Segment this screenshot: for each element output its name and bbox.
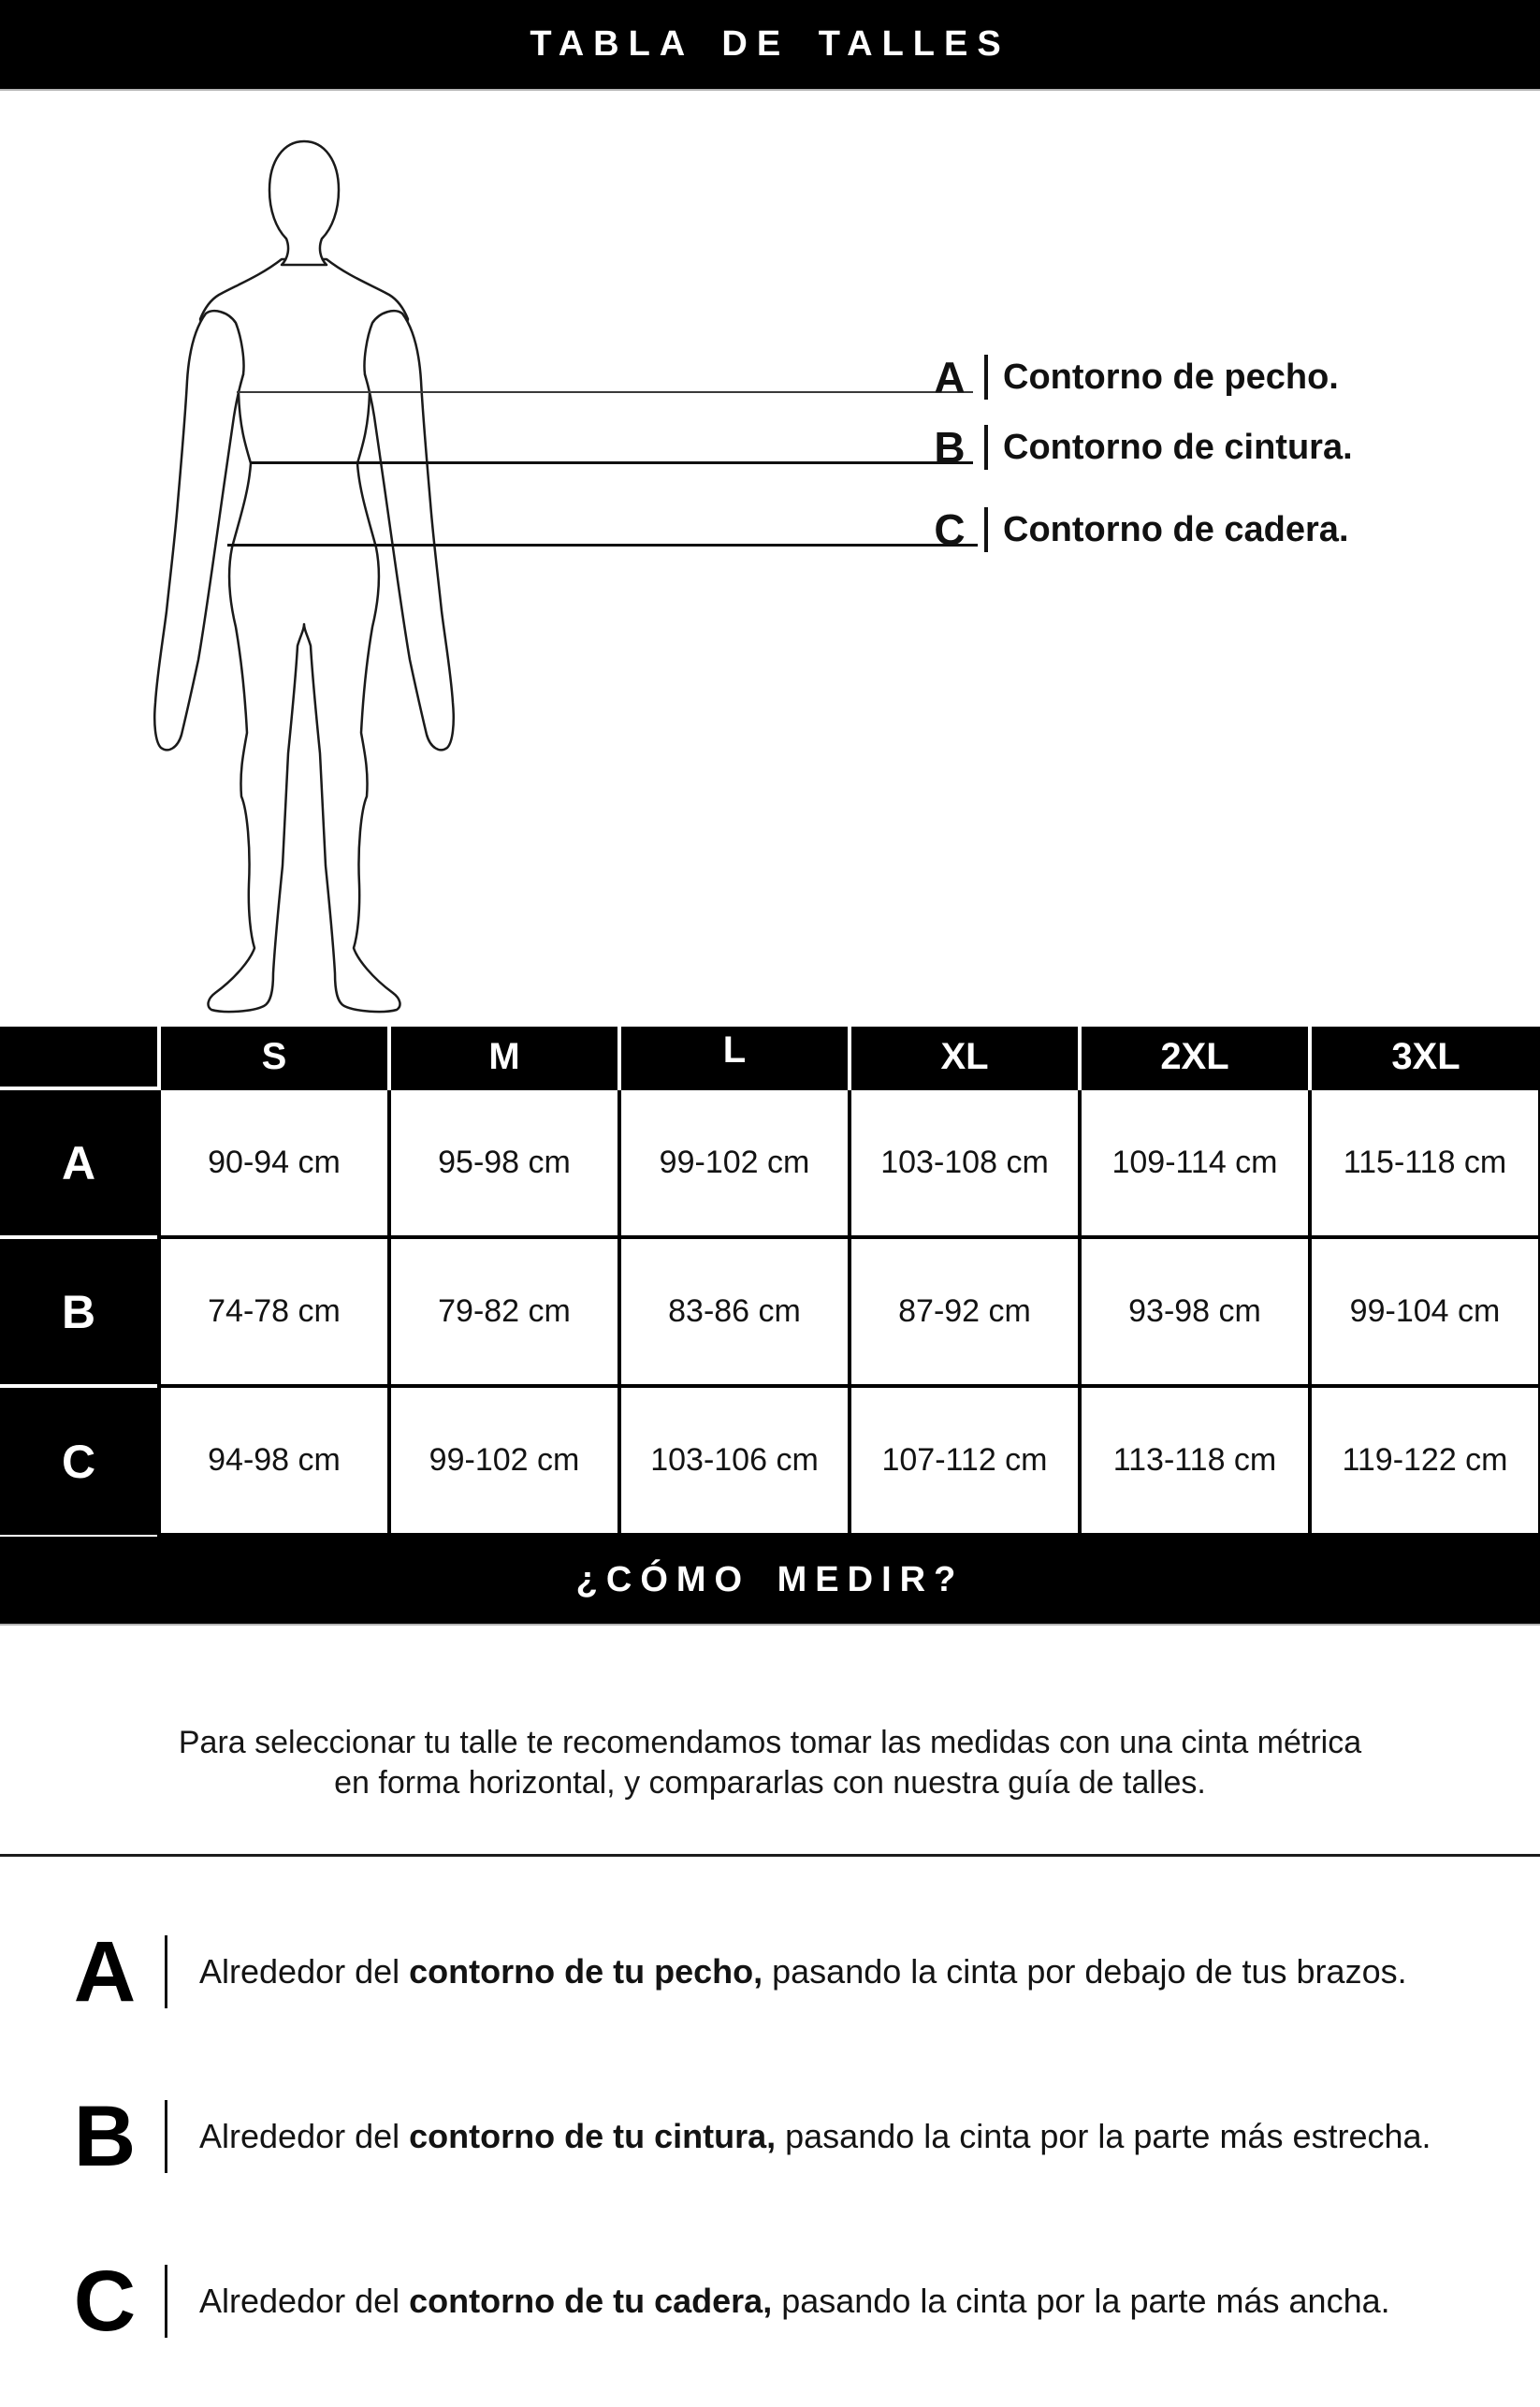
size-table [0, 1027, 1540, 1537]
size-header-label: L [722, 1028, 747, 1071]
step-text-hip [199, 2282, 1390, 2321]
waist-label-text: Contorno de cintura. [1003, 427, 1353, 467]
step-text-chest [199, 1952, 1407, 1991]
chest-label [928, 351, 1339, 403]
chest-measure-line [237, 391, 973, 393]
size-header-label: M [488, 1035, 520, 1077]
size-column-header-l [619, 1027, 850, 1088]
row-letter: C [0, 1386, 159, 1535]
size-cell: 107-112 cm [850, 1386, 1080, 1535]
size-cell: 109-114 cm [1080, 1088, 1310, 1237]
size-header-row [0, 1027, 1540, 1088]
step-text-waist [199, 2117, 1431, 2156]
section-divider-line [0, 1854, 1540, 1857]
size-cell: 74-78 cm [159, 1237, 389, 1386]
size-cell: 119-122 cm [1310, 1386, 1540, 1535]
size-cell: 99-102 cm [619, 1088, 850, 1237]
how-to-measure-bar [0, 1537, 1540, 1626]
size-cell: 94-98 cm [159, 1386, 389, 1535]
hip-label-letter: C [934, 505, 966, 554]
step-letter-b: B [73, 2089, 137, 2184]
chest-label-letter: A [934, 353, 966, 401]
table-row-waist [0, 1237, 1540, 1386]
step-text-suffix: pasando la cinta por debajo de tus brazos. [763, 1952, 1407, 1991]
size-cell: 87-92 cm [850, 1237, 1080, 1386]
hip-label-text: Contorno de cadera. [1003, 509, 1349, 549]
hip-label-separator [984, 507, 988, 552]
size-cell: 99-104 cm [1310, 1237, 1540, 1386]
step-divider-line [165, 2100, 167, 2173]
table-row-chest [0, 1088, 1540, 1237]
size-header-label: 3XL [1391, 1035, 1460, 1077]
measurement-steps [0, 1924, 1540, 2349]
size-cell: 99-102 cm [389, 1386, 619, 1535]
step-text-suffix: pasando la cinta por la parte más ancha. [772, 2282, 1390, 2320]
hip-label [928, 503, 1349, 556]
header-bar [0, 0, 1540, 91]
step-row-hip [0, 2254, 1540, 2349]
body-silhouette-illustration [150, 136, 458, 1020]
right-arm-outline [364, 311, 453, 750]
waist-label-letter: B [934, 423, 966, 472]
step-letter-c: C [73, 2254, 137, 2349]
size-column-header-m [389, 1027, 619, 1088]
size-cell: 103-108 cm [850, 1088, 1080, 1237]
step-text-prefix: Alrededor del [199, 1952, 410, 1991]
size-cell: 83-86 cm [619, 1237, 850, 1386]
size-cell: 79-82 cm [389, 1237, 619, 1386]
size-cell: 95-98 cm [389, 1088, 619, 1237]
waist-label [928, 421, 1353, 474]
intro-paragraph [59, 1723, 1481, 1803]
how-to-measure-title: ¿CÓMO MEDIR? [575, 1560, 965, 1599]
corner-cell [0, 1027, 159, 1088]
size-header-label: XL [940, 1035, 989, 1077]
figure-section [0, 91, 1540, 1027]
waist-label-separator [984, 425, 988, 470]
step-row-waist [0, 2089, 1540, 2184]
step-text-prefix: Alrededor del [199, 2117, 410, 2155]
step-row-chest [0, 1924, 1540, 2020]
size-column-header-3xl [1310, 1027, 1540, 1088]
step-divider-line [165, 2265, 167, 2338]
intro-line-1: Para seleccionar tu talle te recomendamos tomar las medidas con una cinta métrica [178, 1725, 1362, 1760]
row-letter: A [0, 1088, 159, 1237]
size-header-label: S [261, 1035, 287, 1077]
size-column-header-xl [850, 1027, 1080, 1088]
row-letter: B [0, 1237, 159, 1386]
chest-label-separator [984, 355, 988, 400]
intro-line-2: en forma horizontal, y compararlas con nuestra guía de talles. [334, 1765, 1206, 1801]
size-header-label: 2XL [1160, 1035, 1229, 1077]
page-title: TABLA DE TALLES [530, 24, 1010, 64]
waist-measure-line [250, 461, 973, 464]
step-divider-line [165, 1935, 167, 2008]
table-row-hip [0, 1386, 1540, 1535]
step-text-prefix: Alrededor del [199, 2282, 410, 2320]
size-cell: 93-98 cm [1080, 1237, 1310, 1386]
head-outline [269, 141, 339, 265]
size-column-header-s [159, 1027, 389, 1088]
size-cell: 115-118 cm [1310, 1088, 1540, 1237]
step-text-bold: contorno de tu pecho, [409, 1952, 763, 1991]
size-column-header-2xl [1080, 1027, 1310, 1088]
hip-measure-line [227, 544, 978, 547]
step-text-bold: contorno de tu cadera, [409, 2282, 773, 2320]
size-cell: 113-118 cm [1080, 1386, 1310, 1535]
step-letter-a: A [73, 1924, 137, 2020]
size-cell: 103-106 cm [619, 1386, 850, 1535]
step-text-bold: contorno de tu cintura, [409, 2117, 777, 2155]
left-arm-outline [154, 311, 243, 750]
step-text-suffix: pasando la cinta por la parte más estrecha. [776, 2117, 1431, 2155]
size-cell: 90-94 cm [159, 1088, 389, 1237]
chest-label-text: Contorno de pecho. [1003, 357, 1339, 397]
